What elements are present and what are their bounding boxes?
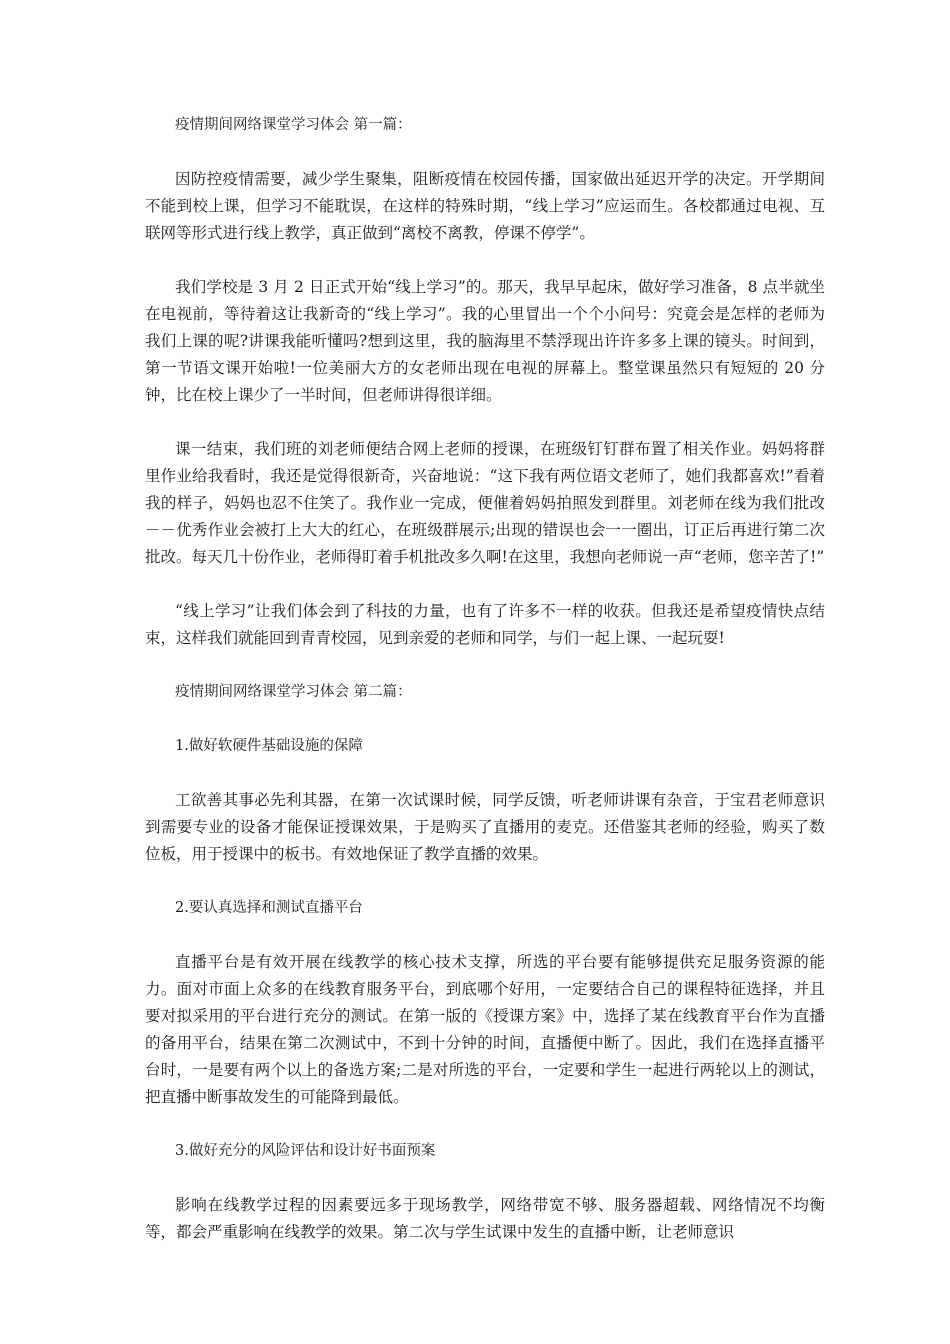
paragraph-5: 工欲善其事必先利其器，在第一次试课时候，同学反馈，听老师讲课有杂音，于宝君老师意识到需要专业的设备才能保证授课效果，于是购买了直播用的麦克。还借鉴其老师的经验，购买了数位板，用于授课中的板书。有效地保证了教学直播的效果。 — [145, 791, 825, 863]
section-1-title: 疫情期间网络课堂学习体会 第一篇： — [175, 117, 412, 133]
paragraph-7: 影响在线教学过程的因素要远多于现场教学，网络带宽不够、服务器超载、网络情况不均衡等，都会严重影响在线教学的效果。第二次与学生试课中发生的直播中断，让老师意识 — [145, 1196, 825, 1241]
section-2-title: 疫情期间网络课堂学习体会 第二篇： — [175, 684, 412, 700]
subheading-3: 3.做好充分的风险评估和设计好书面预案 — [175, 1143, 436, 1159]
paragraph-6: 直播平台是有效开展在线教学的核心技术支撑，所选的平台要有能够提供充足服务资源的能力。面对市面上众多的在线教育服务平台，到底哪个好用，一定要结合自己的课程特征选择，并且要对拟采用的平台进行充分的测试。在第一版的《授课方案》中，选择了某在线教育平台作为直播的备用平台，结果在第二次测试中，不到十分钟的时间，直播便中断了。因此，我们在选择直播平台时，一是要有两个以上的备选方案;二是对所选的平台，一定要和学生一起进行两轮以上的测试，把直播中断事故发生的可能降到最低。 — [145, 953, 825, 1106]
paragraph-4: “线上学习”让我们体会到了科技的力量，也有了许多不一样的收获。但我还是希望疫情快点结束，这样我们就能回到青青校园，见到亲爱的老师和同学，与们一起上课、一起玩耍! — [145, 602, 825, 647]
document-page — [145, 112, 825, 1246]
paragraph-3: 课一结束，我们班的刘老师便结合网上老师的授课，在班级钉钉群布置了相关作业。妈妈将群里作业给我看时，我还是觉得很新奇，兴奋地说：“这下我有两位语文老师了，她们我都喜欢!”看着我的样子，妈妈也忍不住笑了。我作业一完成，便催着妈妈拍照发到群里。刘老师在线为我们批改－－优秀作业会被打上大大的红心，在班级群展示;出现的错误也会一一圈出，订正后再进行第二次批改。每天几十份作业，老师得盯着手机批改多久啊!在这里，我想向老师说一声“老师，您辛苦了!” — [145, 440, 825, 566]
subheading-2: 2.要认真选择和测试直播平台 — [175, 900, 363, 916]
subheading-1: 1.做好软硬件基础设施的保障 — [175, 738, 363, 754]
paragraph-1: 因防控疫情需要，减少学生聚集，阻断疫情在校园传播，国家做出延迟开学的决定。开学期间不能到校上课，但学习不能耽误，在这样的特殊时期，“线上学习”应运而生。各校都通过电视、互联网等形式进行线上教学，真正做到“离校不离教，停课不停学”。 — [145, 170, 825, 242]
paragraph-2: 我们学校是 3 月 2 日正式开始“线上学习”的。那天，我早早起床，做好学习准备，8 点半就坐在电视前，等待着这让我新奇的“线上学习”。我的心里冒出一个个小问号：究竟会是怎样的老师为我们上课的呢?讲课我能听懂吗?想到这里，我的脑海里不禁浮现出许许多多上课的镜头。时间到，第一节语文课开始啦!一位美丽大方的女老师出现在电视的屏幕上。整堂课虽然只有短短的 20 分钟，比在校上课少了一半时间，但老师讲得很详细。 — [145, 278, 825, 404]
